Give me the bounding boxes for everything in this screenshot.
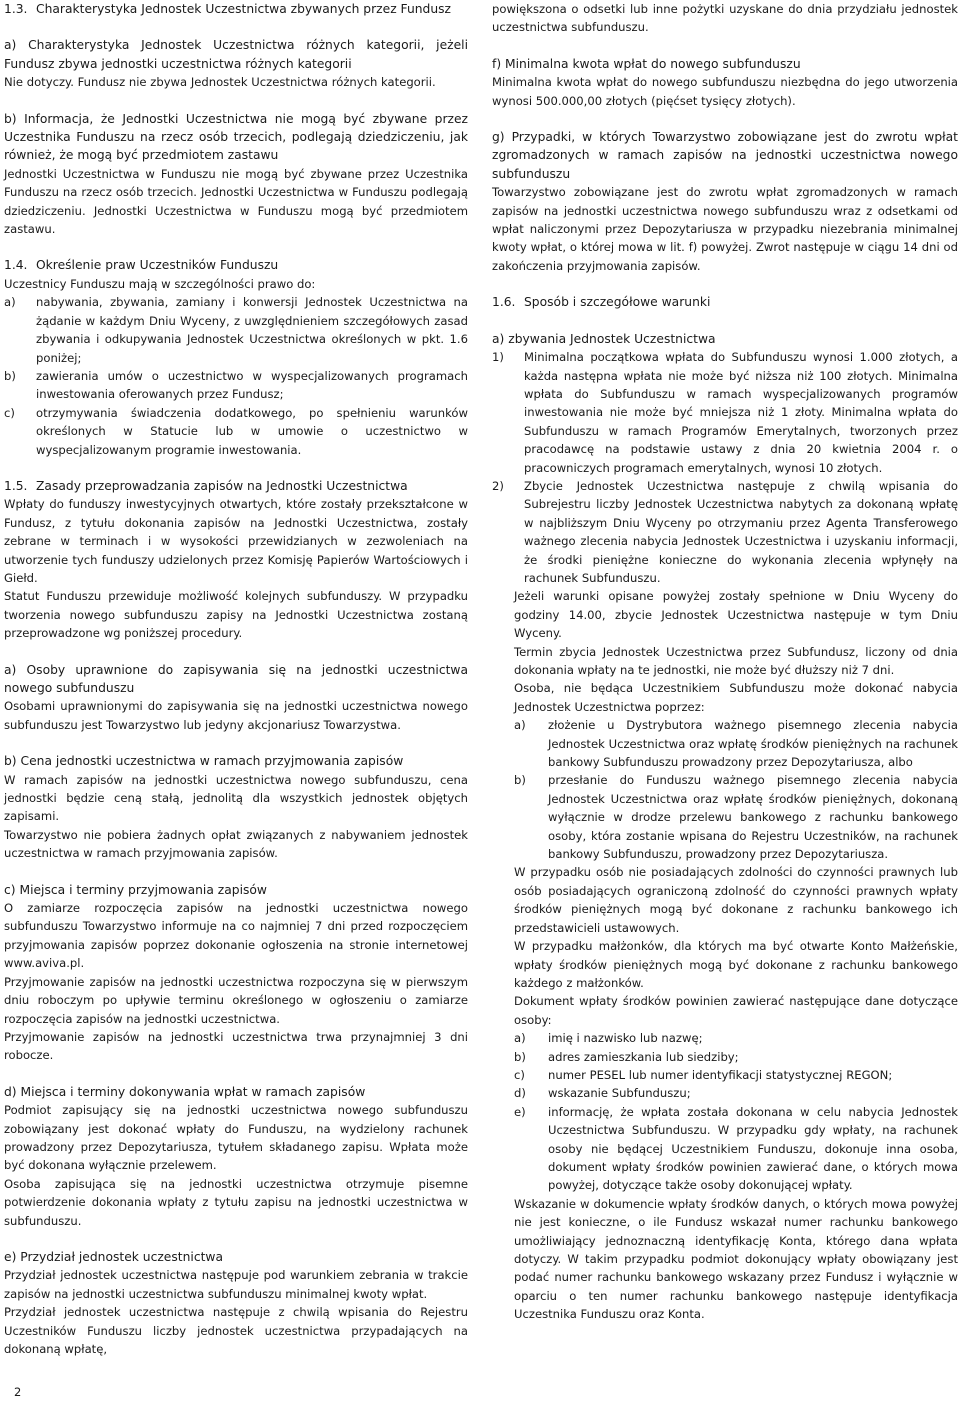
section-title: Zasady przeprowadzania zapisów na Jednostki Uczestnictwa: [36, 478, 408, 493]
section-1-5-heading: [4, 477, 468, 495]
list-item: 1) Minimalna początkowa wpłata do Subfunduszu wynosi 1.000 złotych, a każda następna wpłata nie może być niższa niż 100 złotych. Minimalna wpłata do Subfunduszu w ramach wyspecjalizowanych programów inwestowania nie może być mniejsza niż 1 złoty. Minimalna wpłata do Subfunduszu w ramach Programów Emerytalnych, tworzonych przez pracodawcę na podstawie ustawy z dnia 20 kwietnia 2004 r. o pracowniczych programach emerytalnych, wynosi 10 złotych.: [492, 348, 958, 477]
list-item: c) otrzymywania świadczenia dodatkowego, po spełnieniu warunków określonych w Statucie lub w umowie o uczestnictwo w wyspecjalizowanym programie inwestowania.: [4, 404, 468, 459]
section-1-3-b-body: Jednostki Uczestnictwa w Funduszu nie mogą być zbywane przez Uczestnika Funduszu na rzecz osób trzecich. Jednostki Uczestnictwa w Funduszu podlegają dziedziczeniu. Jednostki Uczestnictwa w Funduszu mogą być przedmiotem zastawu.: [4, 166, 468, 237]
section-1-5-e-heading: e) Przydział jednostek uczestnictwa: [4, 1249, 223, 1264]
list-item: 2) Zbycie Jednostek Uczestnictwa następuje z chwilą wpisania do Subrejestru liczby Jednostek Uczestnictwa nabytych za dokonaną wpłatę w najbliższym Dniu Wyceny po otrzymaniu przez Agenta Transferowego ważnego zlecenia nabycia Jednostek Uczestnictwa i uzyskaniu informacji, że środki pieniężne konieczne do wykonania zlecenia wpłynęły na rachunek Subfunduszu.: [492, 477, 958, 587]
paragraph: Przydział jednostek uczestnictwa następuje z chwilą wpisania do Rejestru Uczestników Funduszu liczby jednostek uczestnictwa przypadających na dokonaną wpłatę,: [4, 1305, 468, 1356]
section-1-6-heading: [492, 293, 958, 311]
list-item-text: adres zamieszkania lub siedziby;: [548, 1049, 739, 1064]
right-column: [492, 0, 958, 1324]
section-title: Charakterystyka Jednostek Uczestnictwa zbywanych przez Fundusz: [36, 2, 452, 16]
indented-block: [492, 587, 958, 716]
section-1-5-c-heading: c) Miejsca i terminy przyjmowania zapisów: [4, 882, 267, 897]
section-number: 1.3.: [4, 2, 28, 16]
list-item: b) przesłanie do Funduszu ważnego pisemnego zlecenia nabycia Jednostek Uczestnictwa oraz wpłatę środków pieniężnych, dokonaną wyłącznie w drodze przelewu bankowego z rachunku bankowego osoby, która zostanie wpisana do Rejestru Uczestników, na rachunek bankowy Subfunduszu, prowadzony przez Depozytariusza.: [514, 771, 958, 863]
paragraph: Wpłaty do funduszy inwestycyjnych otwartych, które zostały przekształcone w Fundusz, z tytułu dokonania zapisów na Jednostki Uczestnictwa, zostały zebrane w terminach i w wysokości przewidzianych w zezwoleniach na utworzenie tych funduszy udzielonych przez Komisję Papierów Wartościowych i Giełd.: [4, 497, 468, 585]
paragraph: Termin zbycia Jednostek Uczestnictwa przez Subfundusz, liczony od dnia dokonania wpłaty na te jednostki, nie może być dłuższy niż 7 dni.: [514, 644, 958, 677]
section-1-4-intro: Uczestnicy Funduszu mają w szczególności prawo do:: [4, 276, 316, 291]
section-1-5-f-heading: f) Minimalna kwota wpłat do nowego subfunduszu: [492, 56, 801, 71]
paragraph: powiększona o odsetki lub inne pożytki uzyskane do dnia przydziału jednostek uczestnictwa subfunduszu.: [492, 2, 958, 35]
list-item-text: złożenie u Dystrybutora ważnego pisemnego zlecenia nabycia Jednostek Uczestnictwa oraz wpłatę środków pieniężnych na rachunek bankowy Subfunduszu prowadzony przez Depozytariusza, albo: [548, 718, 958, 770]
paragraph: Statut Funduszu przewiduje możliwość kolejnych subfunduszy. W przypadku tworzenia nowego subfunduszu zapisy na Jednostki Uczestnictwa zostaną przeprowadzone wg poniższej procedury.: [4, 589, 468, 641]
paragraph: Jeżeli warunki opisane powyżej zostały spełnione w Dniu Wyceny do godziny 14.00, zbycie Jednostek Uczestnictwa następuje w tym Dniu Wyceny.: [514, 589, 958, 641]
list-item: c) numer PESEL lub numer identyfikacji statystycznej REGON;: [514, 1066, 958, 1084]
page-number: 2: [14, 1385, 22, 1399]
list-item: b) adres zamieszkania lub siedziby;: [514, 1048, 958, 1066]
list-item-text: Minimalna początkowa wpłata do Subfunduszu wynosi 1.000 złotych, a każda następna wpłata nie może być niższa niż 100 złotych. Minimalna wpłata do Subfunduszu w ramach wyspecjalizowanych programów inwestowania nie może być mniejsza niż 1 złoty. Minimalna wpłata do Subfunduszu w ramach Programów Emerytalnych, tworzonych przez pracodawcę na podstawie ustawy z dnia 20 kwietnia 2004 r. o pracowniczych programach emerytalnych, wynosi 10 złotych.: [524, 350, 958, 475]
paragraph: Towarzystwo zobowiązane jest do zwrotu wpłat zgromadzonych w ramach zapisów na jednostki uczestnictwa nowego subfunduszu wraz z odsetkami od wpłat naliczonymi przez Depozytariusza w przypadku niezebrania minimalnej kwoty wpłat, o której mowa w lit. f) powyżej. Zwrot następuje w ciągu 14 dni od zakończenia przyjmowania zapisów.: [492, 185, 958, 273]
left-column: [4, 0, 468, 1358]
list-item-text: informację, że wpłata została dokonana w celu nabycia Jednostek Uczestnictwa Subfunduszu. W przypadku gdy wpłaty, na rachunek osoby nie będącej Uczestnikiem Funduszu, dokonuje inna osoba, dokument wpłaty środków powinien zawierać dane, o których mowa powyżej, dotyczące także osoby dokonującej wpłaty.: [548, 1104, 958, 1193]
section-title: Sposób i szczegółowe warunki: [524, 295, 711, 310]
list-item-text: numer PESEL lub numer identyfikacji statystycznej REGON;: [548, 1067, 893, 1082]
list-item: a) nabywania, zbywania, zamiany i konwersji Jednostek Uczestnictwa na żądanie w każdym Dniu Wyceny, z uwzględnieniem szczegółowych zasad zbywania i odkupywania Jednostek Uczestnictwa określonych w pkt. 1.6 poniżej;: [4, 293, 468, 367]
paragraph: Towarzystwo nie pobiera żadnych opłat związanych z nabywaniem jednostek uczestnictwa w ramach przyjmowania zapisów.: [4, 827, 468, 861]
paragraph: Przydział jednostek uczestnictwa następuje pod warunkiem zebrania w trakcie zapisów na jednostki uczestnictwa subfunduszu minimalnej kwoty wpłat.: [4, 1268, 468, 1301]
paragraph: W ramach zapisów na jednostki uczestnictwa nowego subfunduszu, cena jednostki będzie ceną stałą, jednolitą dla wszystkich jednostek objętych zapisami.: [4, 772, 468, 824]
list-item: e) informację, że wpłata została dokonana w celu nabycia Jednostek Uczestnictwa Subfunduszu. W przypadku gdy wpłaty, na rachunek osoby nie będącej Uczestnikiem Funduszu, dokonuje inna osoba, dokument wpłaty środków powinien zawierać dane, o których mowa powyżej, dotyczące także osoby dokonującej wpłaty.: [514, 1103, 958, 1195]
sub-list: [492, 716, 958, 863]
paragraph: Wskazanie w dokumencie wpłaty środków danych, o których mowa powyżej nie jest konieczne, o ile Fundusz wskazał numer rachunku bankowego umożliwiający jednoznaczną identyfikację Konta, którego dana wpłata dotyczy. W takim przypadku podmiot dokonujący wpłaty obowiązany jest podać numer rachunku bankowego wskazany przez Fundusz i wyłącznie w oparciu o ten numer rachunku bankowego następuje identyfikacja Uczestnika Funduszu oraz Konta.: [514, 1196, 958, 1322]
section-1-5-d-heading: d) Miejsca i terminy dokonywania wpłat w ramach zapisów: [4, 1084, 366, 1099]
paragraph: Osoba, nie będąca Uczestnikiem Subfunduszu może dokonać nabycia Jednostek Uczestnictwa poprzez:: [514, 681, 958, 714]
list-item-text: przesłanie do Funduszu ważnego pisemnego zlecenia nabycia Jednostek Uczestnictwa oraz wpłatę środków pieniężnych, dokonaną wyłącznie w drodze przelewu bankowego z rachunku bankowego osoby, która zostanie wpisana do Rejestru Uczestników, na rachunek bankowy Subfunduszu, prowadzony przez Depozytariusza.: [548, 773, 958, 862]
paragraph: O zamiarze rozpoczęcia zapisów na jednostki uczestnictwa nowego subfunduszu Towarzystwo informuje na co najmniej 7 dni przed rozpoczęciem przyjmowania zapisów poprzez dokonanie ogłoszenia na stronie internetowej www.aviva.pl.: [4, 901, 468, 971]
section-number: 1.4.: [4, 258, 28, 273]
paragraph: Przyjmowanie zapisów na jednostki uczestnictwa rozpoczyna się w pierwszym dniu roboczym po upływie terminu określonego w ogłoszeniu o zamiarze rozpoczęcia zapisów na jednostki uczestnictwa.: [4, 974, 468, 1026]
paragraph: W przypadku małżonków, dla których ma być otwarte Konto Małżeńskie, wpłaty środków pieniężnych mogą być dokonane z rachunku bankowego każdego z małżonków.: [514, 939, 958, 990]
section-1-3-a-heading: a) Charakterystyka Jednostek Uczestnictwa różnych kategorii, jeżeli Fundusz zbywa jednostki uczestnictwa różnych kategorii: [4, 38, 468, 71]
section-1-5-b-heading: b) Cena jednostki uczestnictwa w ramach przyjmowania zapisów: [4, 754, 404, 769]
list-item-text: Zbycie Jednostek Uczestnictwa następuje z chwilą wpisania do Subrejestru liczby Jednostek Uczestnictwa nabytych za dokonaną wpłatę w najbliższym Dniu Wyceny po otrzymaniu przez Agenta Transferowego ważnego zlecenia nabycia Jednostek Uczestnictwa i uzyskaniu informacji, że środki pieniężne konieczne do wykonania zlecenia wpłynęły na rachunek Subfunduszu.: [524, 478, 958, 585]
section-number: 1.6.: [492, 295, 516, 310]
list-item-text: nabywania, zbywania, zamiany i konwersji Jednostek Uczestnictwa na żądanie w każdym Dniu Wyceny, z uwzględnieniem szczegółowych zasad zbywania i odkupywania Jednostek Uczestnictwa określonych w pkt. 1.6 poniżej;: [36, 295, 468, 365]
list-item: b) zawierania umów o uczestnictwo w wyspecjalizowanych programach inwestowania oferowanych przez Fundusz;: [4, 367, 468, 404]
list-item-text: zawierania umów o uczestnictwo w wyspecjalizowanych programach inwestowania oferowanych przez Fundusz;: [36, 368, 468, 402]
list-item-text: otrzymywania świadczenia dodatkowego, po spełnieniu warunków określonych w Statucie lub w umowie o uczestnictwo w wyspecjalizowanym programie inwestowania.: [36, 405, 468, 457]
list-item: d) wskazanie Subfunduszu;: [514, 1084, 958, 1102]
list-item-text: imię i nazwisko lub nazwę;: [548, 1031, 703, 1046]
list-item-text: wskazanie Subfunduszu;: [548, 1086, 691, 1101]
section-1-3-heading: [4, 0, 468, 18]
paragraph: W przypadku osób nie posiadających zdolności do czynności prawnych lub osób posiadających ograniczoną zdolność do czynności prawnych wpłaty środków pieniężnych mogą być dokonane z rachunku bankowego ich przedstawicieli ustawowych.: [514, 865, 958, 935]
indented-block: [492, 1195, 958, 1324]
list-item: a) imię i nazwisko lub nazwę;: [514, 1029, 958, 1047]
section-1-4-heading: [4, 256, 468, 274]
paragraph: Przyjmowanie zapisów na jednostki uczestnictwa trwa przynajmniej 3 dni robocze.: [4, 1029, 468, 1063]
section-1-3-a-body: Nie dotyczy. Fundusz nie zbywa Jednostek Uczestnictwa różnych kategorii.: [4, 75, 436, 90]
paragraph: Minimalna kwota wpłat do nowego subfunduszu niezbędna do jego utworzenia wynosi 500.000,00 złotych (pięćset tysięcy złotych).: [492, 75, 958, 108]
paragraph: Dokument wpłaty środków powinien zawierać następujące dane dotyczące osoby:: [514, 994, 958, 1027]
paragraph: Podmiot zapisujący się na jednostki uczestnictwa nowego subfunduszu zobowiązany jest dokonać wpłaty do Funduszu, na wydzielony rachunek prowadzony przez Depozytariusza, tytułem składanego zapisu. Wpłata może być dokonana wyłącznie przelewem.: [4, 1103, 468, 1173]
paragraph: Osobami uprawnionymi do zapisywania się na jednostki uczestnictwa nowego subfunduszu jest Towarzystwo lub jedyny akcjonariusz Towarzystwa.: [4, 699, 468, 732]
sub-list: [492, 1029, 958, 1195]
section-1-3-b-heading: b) Informacja, że Jednostki Uczestnictwa nie mogą być zbywane przez Uczestnika Funduszu na rzecz osób trzecich, podlegają dziedziczeniu, jak również, że mogą być przedmiotem zastawu: [4, 111, 468, 163]
section-1-5-g-heading: g) Przypadki, w których Towarzystwo zobowiązane jest do zwrotu wpłat zgromadzonych w ramach zapisów na jednostki uczestnictwa nowego subfunduszu: [492, 130, 958, 181]
list-item: a) złożenie u Dystrybutora ważnego pisemnego zlecenia nabycia Jednostek Uczestnictwa oraz wpłatę środków pieniężnych na rachunek bankowy Subfunduszu prowadzony przez Depozytariusza, albo: [514, 716, 958, 771]
section-number: 1.5.: [4, 478, 28, 493]
section-1-5-a-heading: a) Osoby uprawnione do zapisywania się na jednostki uczestnictwa nowego subfunduszu: [4, 662, 468, 695]
indented-block: [492, 863, 958, 1029]
section-1-6-a-heading: a) zbywania Jednostek Uczestnictwa: [492, 331, 716, 346]
section-title: Określenie praw Uczestników Funduszu: [36, 258, 279, 273]
paragraph: Osoba zapisująca się na jednostki uczestnictwa otrzymuje pisemne potwierdzenie dokonania wpłaty z tytułu zapisu na jednostki uczestnictwa w subfunduszu.: [4, 1176, 468, 1228]
